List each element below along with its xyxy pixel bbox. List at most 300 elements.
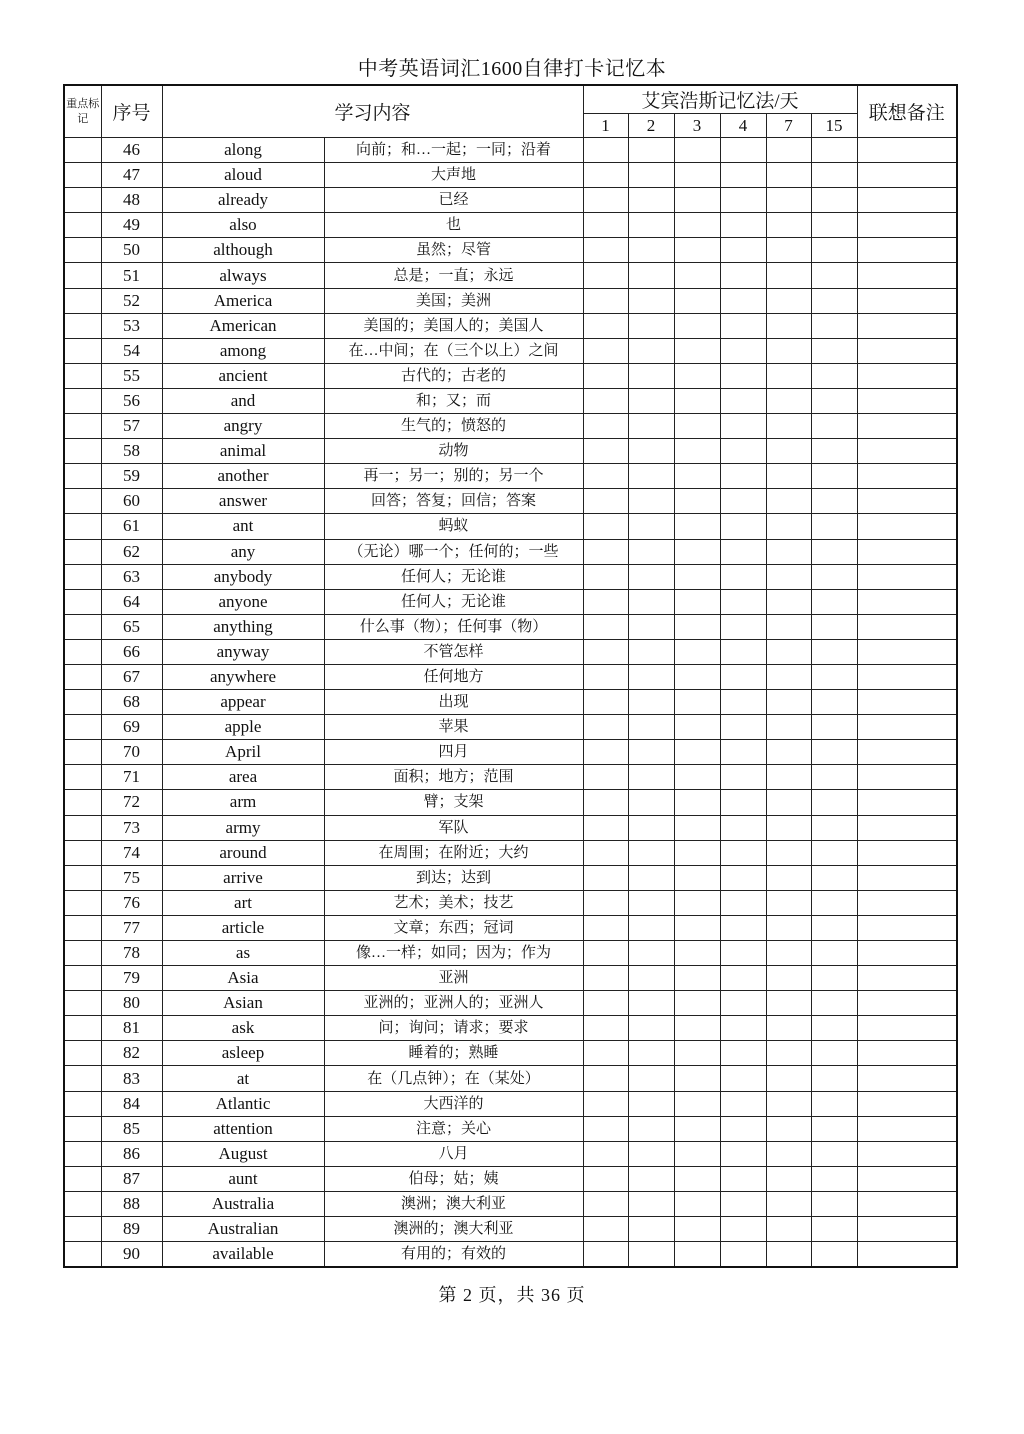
review-day-3-cell[interactable] xyxy=(674,690,720,715)
review-day-2-cell[interactable] xyxy=(628,238,674,263)
review-day-3-cell[interactable] xyxy=(674,1041,720,1066)
review-day-1-cell[interactable] xyxy=(583,639,628,664)
review-day-1-cell[interactable] xyxy=(583,715,628,740)
mark-checkbox-cell[interactable] xyxy=(64,664,101,689)
notes-cell[interactable] xyxy=(857,991,957,1016)
review-day-1-cell[interactable] xyxy=(583,338,628,363)
review-day-2-cell[interactable] xyxy=(628,313,674,338)
review-day-3-cell[interactable] xyxy=(674,991,720,1016)
review-day-4-cell[interactable] xyxy=(720,1041,766,1066)
mark-checkbox-cell[interactable] xyxy=(64,614,101,639)
notes-cell[interactable] xyxy=(857,890,957,915)
review-day-3-cell[interactable] xyxy=(674,363,720,388)
review-day-2-cell[interactable] xyxy=(628,1116,674,1141)
review-day-3-cell[interactable] xyxy=(674,815,720,840)
review-day-1-cell[interactable] xyxy=(583,363,628,388)
review-day-1-cell[interactable] xyxy=(583,890,628,915)
notes-cell[interactable] xyxy=(857,1166,957,1191)
review-day-1-cell[interactable] xyxy=(583,414,628,439)
review-day-3-cell[interactable] xyxy=(674,163,720,188)
review-day-2-cell[interactable] xyxy=(628,840,674,865)
review-day-15-cell[interactable] xyxy=(811,589,857,614)
review-day-3-cell[interactable] xyxy=(674,614,720,639)
review-day-15-cell[interactable] xyxy=(811,765,857,790)
mark-checkbox-cell[interactable] xyxy=(64,966,101,991)
review-day-1-cell[interactable] xyxy=(583,489,628,514)
review-day-4-cell[interactable] xyxy=(720,1141,766,1166)
mark-checkbox-cell[interactable] xyxy=(64,363,101,388)
review-day-15-cell[interactable] xyxy=(811,1191,857,1216)
mark-checkbox-cell[interactable] xyxy=(64,414,101,439)
notes-cell[interactable] xyxy=(857,464,957,489)
review-day-1-cell[interactable] xyxy=(583,1066,628,1091)
review-day-15-cell[interactable] xyxy=(811,138,857,163)
review-day-4-cell[interactable] xyxy=(720,991,766,1016)
review-day-15-cell[interactable] xyxy=(811,639,857,664)
review-day-1-cell[interactable] xyxy=(583,564,628,589)
review-day-4-cell[interactable] xyxy=(720,1116,766,1141)
review-day-15-cell[interactable] xyxy=(811,991,857,1016)
review-day-2-cell[interactable] xyxy=(628,664,674,689)
review-day-15-cell[interactable] xyxy=(811,313,857,338)
review-day-2-cell[interactable] xyxy=(628,815,674,840)
notes-cell[interactable] xyxy=(857,439,957,464)
review-day-3-cell[interactable] xyxy=(674,1166,720,1191)
review-day-3-cell[interactable] xyxy=(674,539,720,564)
review-day-1-cell[interactable] xyxy=(583,765,628,790)
review-day-1-cell[interactable] xyxy=(583,263,628,288)
notes-cell[interactable] xyxy=(857,815,957,840)
review-day-2-cell[interactable] xyxy=(628,1041,674,1066)
mark-checkbox-cell[interactable] xyxy=(64,163,101,188)
mark-checkbox-cell[interactable] xyxy=(64,765,101,790)
review-day-7-cell[interactable] xyxy=(766,890,811,915)
review-day-15-cell[interactable] xyxy=(811,539,857,564)
review-day-7-cell[interactable] xyxy=(766,138,811,163)
review-day-1-cell[interactable] xyxy=(583,1041,628,1066)
mark-checkbox-cell[interactable] xyxy=(64,1066,101,1091)
mark-checkbox-cell[interactable] xyxy=(64,514,101,539)
review-day-2-cell[interactable] xyxy=(628,439,674,464)
review-day-3-cell[interactable] xyxy=(674,1091,720,1116)
mark-checkbox-cell[interactable] xyxy=(64,1217,101,1242)
review-day-7-cell[interactable] xyxy=(766,966,811,991)
review-day-4-cell[interactable] xyxy=(720,1242,766,1268)
review-day-2-cell[interactable] xyxy=(628,564,674,589)
review-day-4-cell[interactable] xyxy=(720,589,766,614)
review-day-15-cell[interactable] xyxy=(811,690,857,715)
review-day-1-cell[interactable] xyxy=(583,163,628,188)
review-day-3-cell[interactable] xyxy=(674,915,720,940)
mark-checkbox-cell[interactable] xyxy=(64,539,101,564)
review-day-7-cell[interactable] xyxy=(766,213,811,238)
review-day-3-cell[interactable] xyxy=(674,514,720,539)
review-day-1-cell[interactable] xyxy=(583,138,628,163)
review-day-15-cell[interactable] xyxy=(811,163,857,188)
review-day-15-cell[interactable] xyxy=(811,1242,857,1268)
review-day-3-cell[interactable] xyxy=(674,664,720,689)
review-day-7-cell[interactable] xyxy=(766,489,811,514)
review-day-15-cell[interactable] xyxy=(811,1141,857,1166)
review-day-2-cell[interactable] xyxy=(628,464,674,489)
notes-cell[interactable] xyxy=(857,338,957,363)
mark-checkbox-cell[interactable] xyxy=(64,840,101,865)
review-day-7-cell[interactable] xyxy=(766,1066,811,1091)
review-day-15-cell[interactable] xyxy=(811,363,857,388)
review-day-15-cell[interactable] xyxy=(811,915,857,940)
notes-cell[interactable] xyxy=(857,765,957,790)
mark-checkbox-cell[interactable] xyxy=(64,213,101,238)
review-day-15-cell[interactable] xyxy=(811,564,857,589)
notes-cell[interactable] xyxy=(857,213,957,238)
notes-cell[interactable] xyxy=(857,1116,957,1141)
review-day-1-cell[interactable] xyxy=(583,213,628,238)
review-day-1-cell[interactable] xyxy=(583,614,628,639)
review-day-1-cell[interactable] xyxy=(583,664,628,689)
review-day-7-cell[interactable] xyxy=(766,865,811,890)
review-day-2-cell[interactable] xyxy=(628,489,674,514)
review-day-1-cell[interactable] xyxy=(583,1217,628,1242)
review-day-7-cell[interactable] xyxy=(766,840,811,865)
review-day-2-cell[interactable] xyxy=(628,1016,674,1041)
review-day-4-cell[interactable] xyxy=(720,539,766,564)
review-day-15-cell[interactable] xyxy=(811,439,857,464)
review-day-7-cell[interactable] xyxy=(766,414,811,439)
review-day-4-cell[interactable] xyxy=(720,213,766,238)
review-day-4-cell[interactable] xyxy=(720,715,766,740)
review-day-7-cell[interactable] xyxy=(766,539,811,564)
review-day-7-cell[interactable] xyxy=(766,1191,811,1216)
review-day-4-cell[interactable] xyxy=(720,338,766,363)
mark-checkbox-cell[interactable] xyxy=(64,815,101,840)
review-day-1-cell[interactable] xyxy=(583,690,628,715)
review-day-2-cell[interactable] xyxy=(628,263,674,288)
notes-cell[interactable] xyxy=(857,489,957,514)
notes-cell[interactable] xyxy=(857,966,957,991)
review-day-7-cell[interactable] xyxy=(766,363,811,388)
review-day-7-cell[interactable] xyxy=(766,765,811,790)
mark-checkbox-cell[interactable] xyxy=(64,915,101,940)
review-day-1-cell[interactable] xyxy=(583,313,628,338)
review-day-15-cell[interactable] xyxy=(811,790,857,815)
review-day-7-cell[interactable] xyxy=(766,991,811,1016)
review-day-4-cell[interactable] xyxy=(720,288,766,313)
review-day-7-cell[interactable] xyxy=(766,1016,811,1041)
notes-cell[interactable] xyxy=(857,288,957,313)
mark-checkbox-cell[interactable] xyxy=(64,138,101,163)
review-day-4-cell[interactable] xyxy=(720,865,766,890)
review-day-2-cell[interactable] xyxy=(628,188,674,213)
review-day-4-cell[interactable] xyxy=(720,639,766,664)
review-day-3-cell[interactable] xyxy=(674,765,720,790)
notes-cell[interactable] xyxy=(857,1141,957,1166)
notes-cell[interactable] xyxy=(857,715,957,740)
notes-cell[interactable] xyxy=(857,1217,957,1242)
review-day-3-cell[interactable] xyxy=(674,639,720,664)
review-day-15-cell[interactable] xyxy=(811,1041,857,1066)
review-day-3-cell[interactable] xyxy=(674,489,720,514)
review-day-2-cell[interactable] xyxy=(628,865,674,890)
review-day-3-cell[interactable] xyxy=(674,414,720,439)
review-day-4-cell[interactable] xyxy=(720,388,766,413)
review-day-15-cell[interactable] xyxy=(811,815,857,840)
review-day-2-cell[interactable] xyxy=(628,1141,674,1166)
review-day-4-cell[interactable] xyxy=(720,564,766,589)
mark-checkbox-cell[interactable] xyxy=(64,1091,101,1116)
review-day-4-cell[interactable] xyxy=(720,163,766,188)
notes-cell[interactable] xyxy=(857,363,957,388)
mark-checkbox-cell[interactable] xyxy=(64,238,101,263)
notes-cell[interactable] xyxy=(857,1091,957,1116)
review-day-3-cell[interactable] xyxy=(674,1217,720,1242)
review-day-1-cell[interactable] xyxy=(583,514,628,539)
review-day-1-cell[interactable] xyxy=(583,865,628,890)
review-day-15-cell[interactable] xyxy=(811,740,857,765)
review-day-3-cell[interactable] xyxy=(674,138,720,163)
mark-checkbox-cell[interactable] xyxy=(64,263,101,288)
mark-checkbox-cell[interactable] xyxy=(64,564,101,589)
review-day-2-cell[interactable] xyxy=(628,790,674,815)
notes-cell[interactable] xyxy=(857,514,957,539)
review-day-3-cell[interactable] xyxy=(674,464,720,489)
review-day-4-cell[interactable] xyxy=(720,263,766,288)
review-day-4-cell[interactable] xyxy=(720,1016,766,1041)
review-day-4-cell[interactable] xyxy=(720,966,766,991)
review-day-2-cell[interactable] xyxy=(628,363,674,388)
review-day-7-cell[interactable] xyxy=(766,589,811,614)
review-day-4-cell[interactable] xyxy=(720,1191,766,1216)
review-day-15-cell[interactable] xyxy=(811,1166,857,1191)
mark-checkbox-cell[interactable] xyxy=(64,313,101,338)
review-day-15-cell[interactable] xyxy=(811,238,857,263)
review-day-7-cell[interactable] xyxy=(766,464,811,489)
mark-checkbox-cell[interactable] xyxy=(64,589,101,614)
review-day-3-cell[interactable] xyxy=(674,1016,720,1041)
review-day-1-cell[interactable] xyxy=(583,840,628,865)
review-day-3-cell[interactable] xyxy=(674,589,720,614)
review-day-2-cell[interactable] xyxy=(628,941,674,966)
review-day-2-cell[interactable] xyxy=(628,639,674,664)
review-day-1-cell[interactable] xyxy=(583,1166,628,1191)
review-day-2-cell[interactable] xyxy=(628,740,674,765)
review-day-1-cell[interactable] xyxy=(583,1242,628,1268)
mark-checkbox-cell[interactable] xyxy=(64,1116,101,1141)
notes-cell[interactable] xyxy=(857,188,957,213)
review-day-15-cell[interactable] xyxy=(811,464,857,489)
notes-cell[interactable] xyxy=(857,388,957,413)
review-day-15-cell[interactable] xyxy=(811,1116,857,1141)
review-day-2-cell[interactable] xyxy=(628,388,674,413)
notes-cell[interactable] xyxy=(857,740,957,765)
review-day-7-cell[interactable] xyxy=(766,439,811,464)
review-day-15-cell[interactable] xyxy=(811,489,857,514)
review-day-3-cell[interactable] xyxy=(674,740,720,765)
mark-checkbox-cell[interactable] xyxy=(64,1016,101,1041)
review-day-4-cell[interactable] xyxy=(720,1091,766,1116)
review-day-15-cell[interactable] xyxy=(811,941,857,966)
review-day-3-cell[interactable] xyxy=(674,313,720,338)
review-day-7-cell[interactable] xyxy=(766,614,811,639)
review-day-4-cell[interactable] xyxy=(720,1066,766,1091)
review-day-15-cell[interactable] xyxy=(811,966,857,991)
notes-cell[interactable] xyxy=(857,915,957,940)
review-day-7-cell[interactable] xyxy=(766,1091,811,1116)
review-day-7-cell[interactable] xyxy=(766,790,811,815)
review-day-1-cell[interactable] xyxy=(583,439,628,464)
review-day-4-cell[interactable] xyxy=(720,840,766,865)
review-day-3-cell[interactable] xyxy=(674,1141,720,1166)
review-day-4-cell[interactable] xyxy=(720,363,766,388)
notes-cell[interactable] xyxy=(857,1016,957,1041)
review-day-2-cell[interactable] xyxy=(628,288,674,313)
review-day-3-cell[interactable] xyxy=(674,890,720,915)
review-day-1-cell[interactable] xyxy=(583,288,628,313)
review-day-2-cell[interactable] xyxy=(628,539,674,564)
review-day-15-cell[interactable] xyxy=(811,388,857,413)
review-day-1-cell[interactable] xyxy=(583,815,628,840)
review-day-7-cell[interactable] xyxy=(766,639,811,664)
review-day-1-cell[interactable] xyxy=(583,188,628,213)
mark-checkbox-cell[interactable] xyxy=(64,464,101,489)
mark-checkbox-cell[interactable] xyxy=(64,790,101,815)
notes-cell[interactable] xyxy=(857,414,957,439)
mark-checkbox-cell[interactable] xyxy=(64,439,101,464)
review-day-2-cell[interactable] xyxy=(628,765,674,790)
notes-cell[interactable] xyxy=(857,263,957,288)
review-day-3-cell[interactable] xyxy=(674,790,720,815)
mark-checkbox-cell[interactable] xyxy=(64,1041,101,1066)
review-day-3-cell[interactable] xyxy=(674,263,720,288)
mark-checkbox-cell[interactable] xyxy=(64,740,101,765)
mark-checkbox-cell[interactable] xyxy=(64,941,101,966)
review-day-2-cell[interactable] xyxy=(628,414,674,439)
review-day-2-cell[interactable] xyxy=(628,966,674,991)
mark-checkbox-cell[interactable] xyxy=(64,1242,101,1268)
review-day-15-cell[interactable] xyxy=(811,865,857,890)
review-day-1-cell[interactable] xyxy=(583,1191,628,1216)
review-day-7-cell[interactable] xyxy=(766,514,811,539)
review-day-1-cell[interactable] xyxy=(583,991,628,1016)
mark-checkbox-cell[interactable] xyxy=(64,1166,101,1191)
review-day-3-cell[interactable] xyxy=(674,564,720,589)
notes-cell[interactable] xyxy=(857,238,957,263)
review-day-1-cell[interactable] xyxy=(583,464,628,489)
review-day-15-cell[interactable] xyxy=(811,890,857,915)
review-day-7-cell[interactable] xyxy=(766,564,811,589)
review-day-1-cell[interactable] xyxy=(583,790,628,815)
review-day-4-cell[interactable] xyxy=(720,414,766,439)
review-day-3-cell[interactable] xyxy=(674,238,720,263)
review-day-2-cell[interactable] xyxy=(628,338,674,363)
review-day-7-cell[interactable] xyxy=(766,815,811,840)
notes-cell[interactable] xyxy=(857,664,957,689)
notes-cell[interactable] xyxy=(857,564,957,589)
review-day-7-cell[interactable] xyxy=(766,288,811,313)
review-day-3-cell[interactable] xyxy=(674,966,720,991)
review-day-3-cell[interactable] xyxy=(674,288,720,313)
review-day-7-cell[interactable] xyxy=(766,664,811,689)
review-day-15-cell[interactable] xyxy=(811,213,857,238)
review-day-2-cell[interactable] xyxy=(628,1217,674,1242)
notes-cell[interactable] xyxy=(857,1066,957,1091)
review-day-7-cell[interactable] xyxy=(766,915,811,940)
mark-checkbox-cell[interactable] xyxy=(64,489,101,514)
review-day-3-cell[interactable] xyxy=(674,1191,720,1216)
review-day-7-cell[interactable] xyxy=(766,1141,811,1166)
review-day-7-cell[interactable] xyxy=(766,313,811,338)
review-day-3-cell[interactable] xyxy=(674,213,720,238)
review-day-15-cell[interactable] xyxy=(811,338,857,363)
mark-checkbox-cell[interactable] xyxy=(64,715,101,740)
review-day-1-cell[interactable] xyxy=(583,941,628,966)
review-day-4-cell[interactable] xyxy=(720,614,766,639)
review-day-4-cell[interactable] xyxy=(720,740,766,765)
review-day-2-cell[interactable] xyxy=(628,890,674,915)
review-day-7-cell[interactable] xyxy=(766,1242,811,1268)
mark-checkbox-cell[interactable] xyxy=(64,388,101,413)
review-day-4-cell[interactable] xyxy=(720,790,766,815)
review-day-4-cell[interactable] xyxy=(720,514,766,539)
mark-checkbox-cell[interactable] xyxy=(64,690,101,715)
review-day-15-cell[interactable] xyxy=(811,1091,857,1116)
notes-cell[interactable] xyxy=(857,941,957,966)
review-day-1-cell[interactable] xyxy=(583,539,628,564)
review-day-2-cell[interactable] xyxy=(628,138,674,163)
notes-cell[interactable] xyxy=(857,639,957,664)
review-day-2-cell[interactable] xyxy=(628,715,674,740)
review-day-4-cell[interactable] xyxy=(720,313,766,338)
review-day-2-cell[interactable] xyxy=(628,1242,674,1268)
review-day-3-cell[interactable] xyxy=(674,1066,720,1091)
review-day-15-cell[interactable] xyxy=(811,1066,857,1091)
review-day-15-cell[interactable] xyxy=(811,514,857,539)
mark-checkbox-cell[interactable] xyxy=(64,188,101,213)
review-day-4-cell[interactable] xyxy=(720,1166,766,1191)
review-day-1-cell[interactable] xyxy=(583,966,628,991)
review-day-1-cell[interactable] xyxy=(583,1016,628,1041)
review-day-1-cell[interactable] xyxy=(583,740,628,765)
review-day-1-cell[interactable] xyxy=(583,388,628,413)
review-day-2-cell[interactable] xyxy=(628,915,674,940)
review-day-2-cell[interactable] xyxy=(628,514,674,539)
review-day-4-cell[interactable] xyxy=(720,664,766,689)
review-day-7-cell[interactable] xyxy=(766,1041,811,1066)
review-day-2-cell[interactable] xyxy=(628,991,674,1016)
notes-cell[interactable] xyxy=(857,1191,957,1216)
review-day-7-cell[interactable] xyxy=(766,163,811,188)
review-day-2-cell[interactable] xyxy=(628,1166,674,1191)
mark-checkbox-cell[interactable] xyxy=(64,1191,101,1216)
review-day-1-cell[interactable] xyxy=(583,589,628,614)
review-day-7-cell[interactable] xyxy=(766,1217,811,1242)
review-day-3-cell[interactable] xyxy=(674,865,720,890)
mark-checkbox-cell[interactable] xyxy=(64,991,101,1016)
notes-cell[interactable] xyxy=(857,138,957,163)
review-day-2-cell[interactable] xyxy=(628,690,674,715)
review-day-7-cell[interactable] xyxy=(766,941,811,966)
review-day-2-cell[interactable] xyxy=(628,1191,674,1216)
review-day-15-cell[interactable] xyxy=(811,288,857,313)
review-day-1-cell[interactable] xyxy=(583,1091,628,1116)
review-day-1-cell[interactable] xyxy=(583,1141,628,1166)
notes-cell[interactable] xyxy=(857,313,957,338)
review-day-4-cell[interactable] xyxy=(720,690,766,715)
review-day-7-cell[interactable] xyxy=(766,1166,811,1191)
review-day-15-cell[interactable] xyxy=(811,1016,857,1041)
review-day-7-cell[interactable] xyxy=(766,1116,811,1141)
mark-checkbox-cell[interactable] xyxy=(64,865,101,890)
review-day-4-cell[interactable] xyxy=(720,941,766,966)
